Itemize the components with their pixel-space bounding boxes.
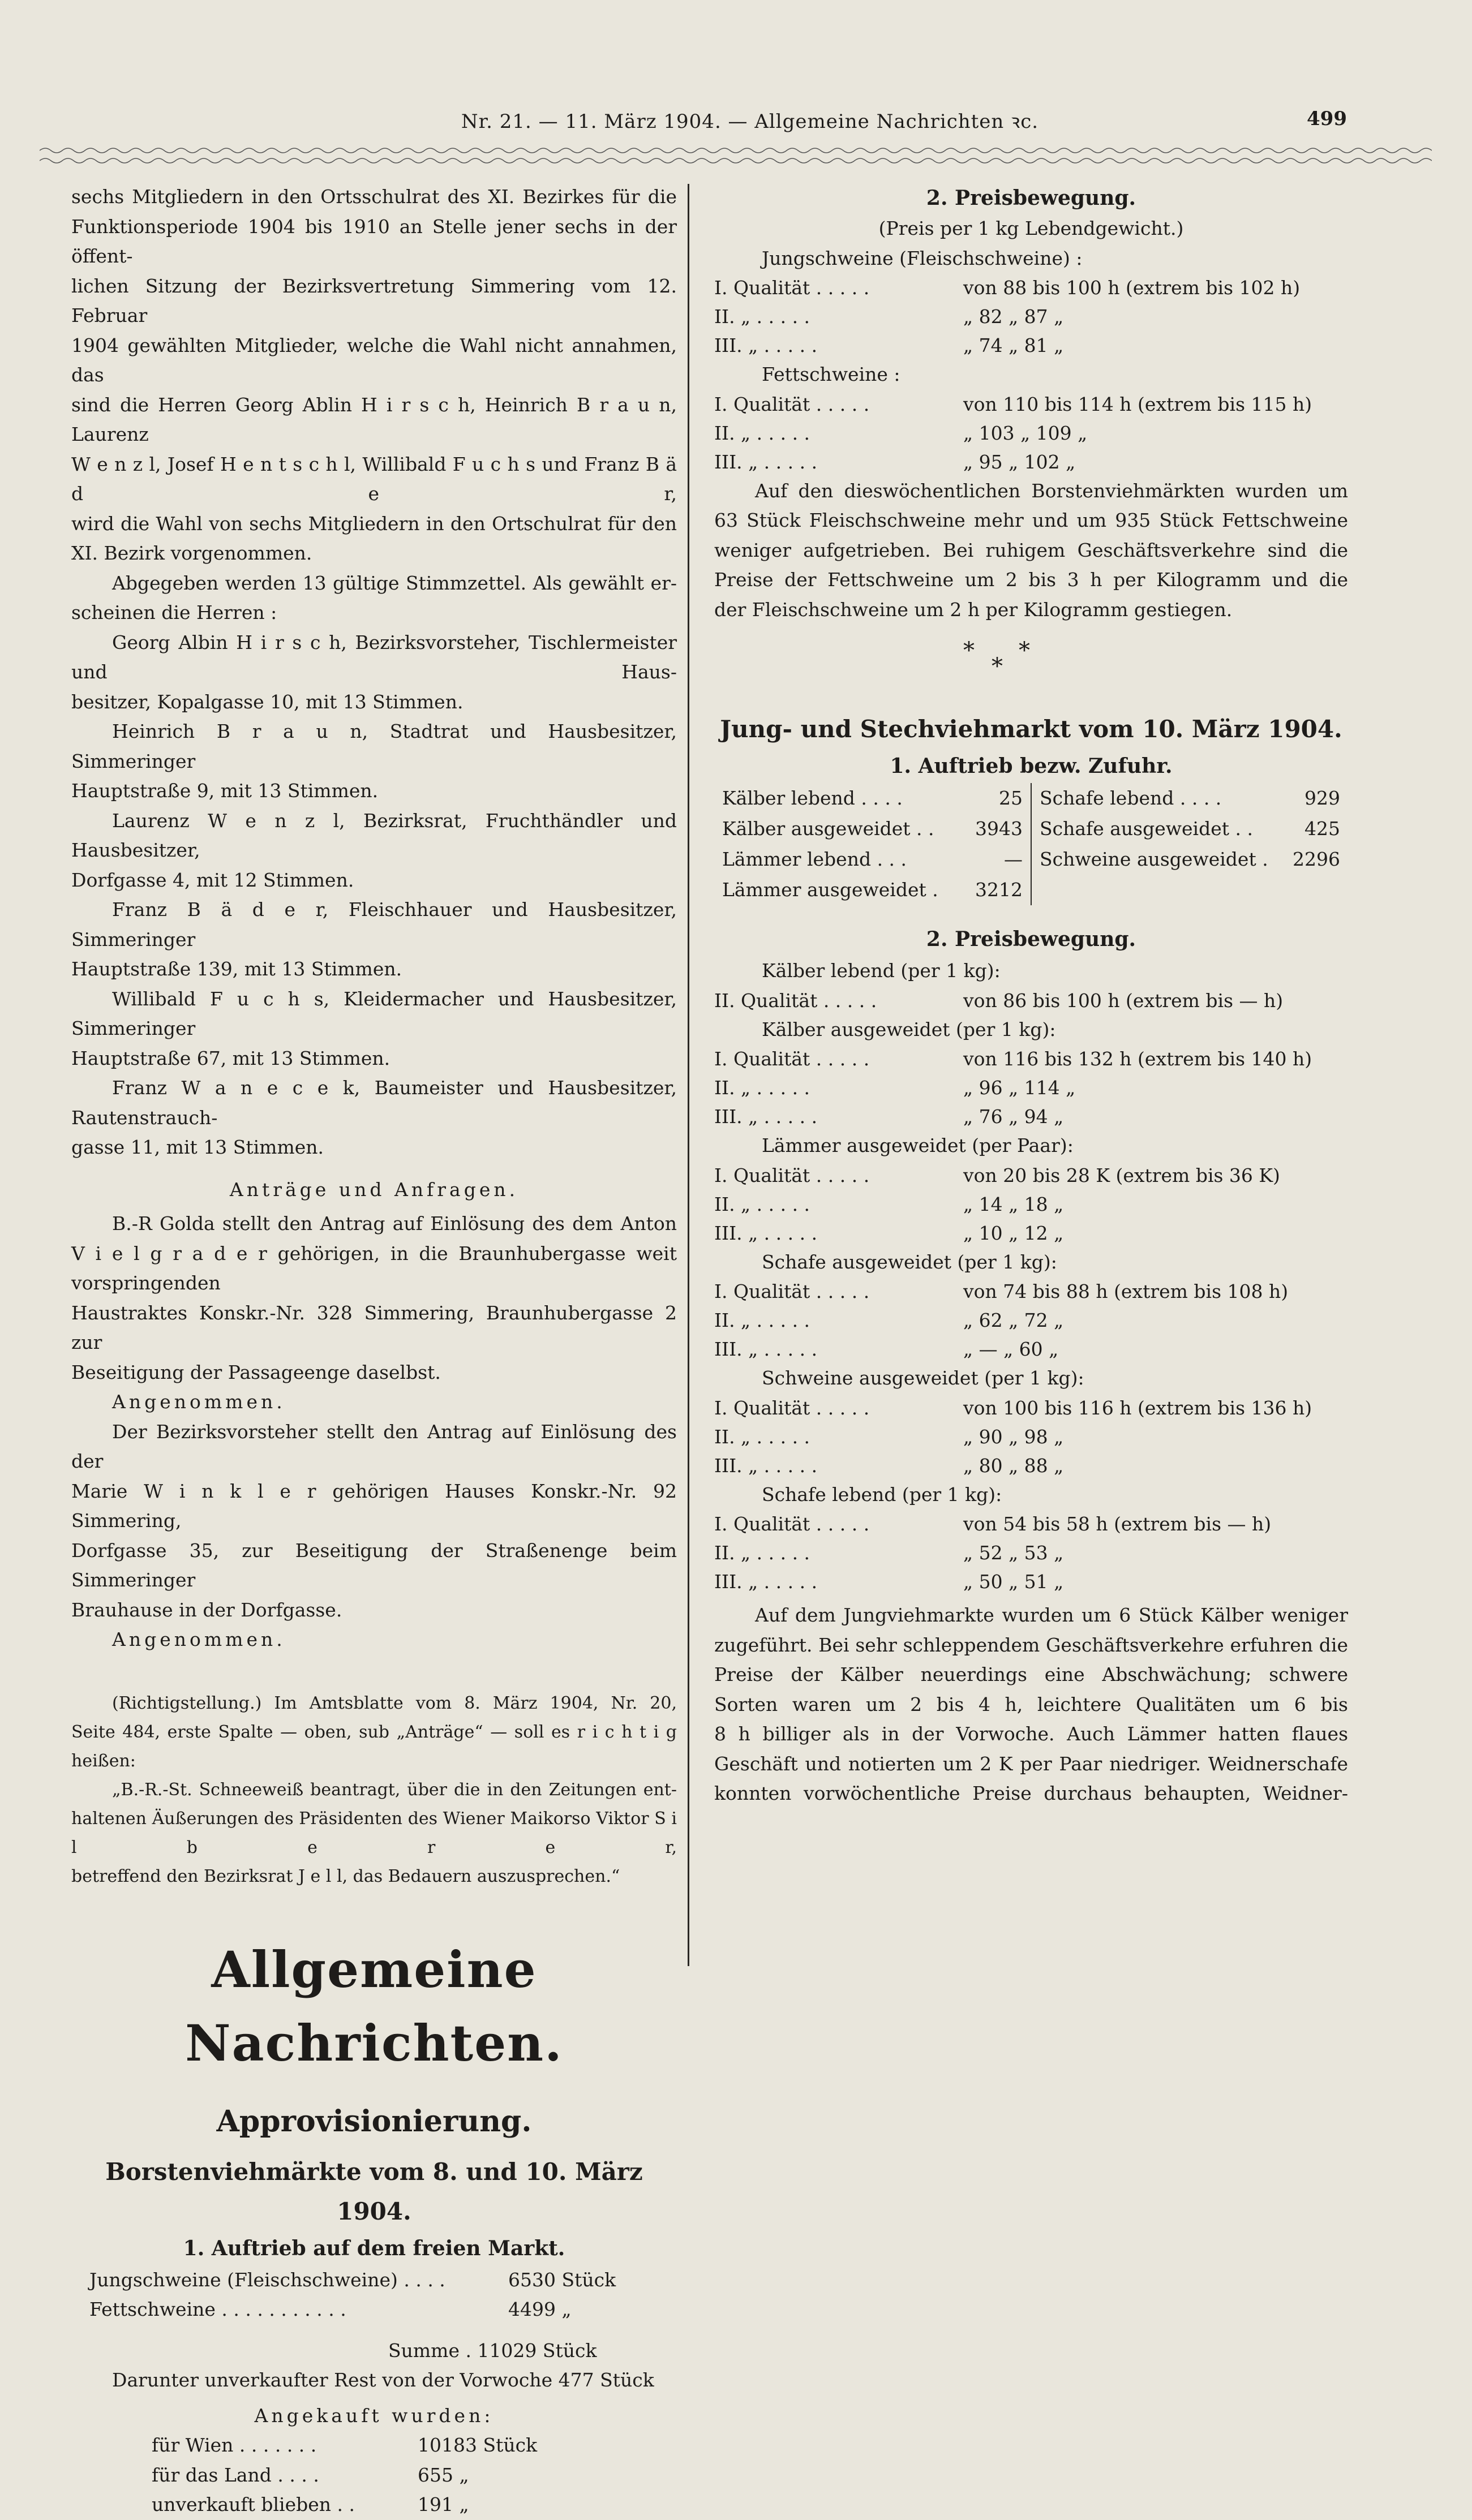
price-range: von 88 bis 100 h (extrem bis 102 h): [963, 277, 1301, 299]
table-row: [714, 448, 1312, 476]
text-line: Beseitigung der Passageenge daselbst.: [71, 1361, 441, 1383]
text-line: 1904 gewählten Mitglieder, welche die Wahl nicht annahmen, das: [71, 334, 677, 386]
text-line: Dorfgasse 4, mit 12 Stimmen.: [71, 868, 354, 891]
jungvieh-summary: [714, 1601, 1348, 1809]
antraege-heading: Anträge und Anfragen.: [229, 1178, 519, 1201]
jungvieh-auftrieb-table: [714, 783, 1348, 905]
group-label: Schafe ausgeweidet (per 1 kg):: [762, 1250, 1057, 1273]
row-value: 10183 Stück: [418, 2434, 538, 2456]
row-label: Schafe lebend . . . .: [1040, 787, 1222, 809]
text-line: Hauptstraße 67, mit 13 Stimmen.: [71, 1047, 390, 1069]
summe-line: Summe . 11029 Stück: [388, 2339, 597, 2362]
auftrieb-table: [89, 2265, 616, 2325]
text-line: B.-R Golda stellt den Antrag auf Einlösung des dem Anton: [112, 1212, 677, 1235]
auftrieb-right-half: [1032, 783, 1348, 905]
quality-label: II. „ . . . . .: [714, 306, 810, 328]
price-range: „ 95 „ 102 „: [963, 450, 1076, 473]
row-value: 929: [1304, 787, 1340, 809]
column-divider: [688, 184, 689, 1966]
text-line: V i e l g r a d e r gehörigen, in die Braunhubergasse weit vorspringenden: [71, 1242, 677, 1294]
price-range: „ 103 „ 109 „: [963, 422, 1088, 444]
preis-subheading: (Preis per 1 kg Lebendgewicht.): [878, 217, 1184, 239]
text-line: 8 h billiger als in der Vorwoche. Auch Lämmer hatten flaues: [714, 1723, 1348, 1745]
section-separator-stars: [714, 625, 1348, 687]
quality-label: III. „ . . . . .: [714, 1454, 818, 1477]
jungvieh-market-heading: Jung- und Stechviehmarkt vom 10. März 1904.: [720, 715, 1342, 743]
quality-label: I. Qualität . . . . .: [714, 1513, 870, 1535]
table-row: [89, 2265, 616, 2295]
quality-label: I. Qualität . . . . .: [714, 393, 870, 415]
text-line: sind die Herren Georg Ablin H i r s c h, Heinrich B r a u n, Laurenz: [71, 393, 677, 445]
quality-label: II. „ . . . . .: [714, 1077, 810, 1099]
row-label: Kälber lebend . . . .: [722, 787, 903, 809]
table-row: [714, 844, 1031, 875]
table-row: [714, 1394, 1312, 1422]
price-range: von 110 bis 114 h (extrem bis 115 h): [963, 393, 1312, 415]
table-row: [714, 1219, 1280, 1248]
price-range: „ 76 „ 94 „: [963, 1106, 1064, 1128]
text-line: Seite 484, erste Spalte — oben, sub „Anträge“ — soll es r i c h t i g heißen:: [71, 1722, 677, 1771]
table-row: [714, 1190, 1280, 1219]
group-label: Kälber ausgeweidet (per 1 kg):: [762, 1018, 1056, 1040]
header-rule-wavy-2: [40, 156, 1432, 165]
table-row: [714, 1073, 1312, 1102]
market-heading: Borstenviehmärkte vom 8. und 10. März 1904.: [105, 2157, 643, 2225]
text-line: konnten vorwöchentliche Preise durchaus behaupten, Weidner-: [714, 1782, 1348, 1804]
price-table: [714, 1044, 1312, 1131]
quality-label: III. „ . . . . .: [714, 1338, 818, 1360]
table-row: [714, 390, 1312, 419]
text-line: Sorten waren um 2 bis 4 h, leichtere Qualitäten um 6 bis: [714, 1693, 1348, 1715]
table-row: [714, 1538, 1271, 1567]
text-line: wird die Wahl von sechs Mitgliedern in den Ortschulrat für den: [71, 512, 677, 535]
row-value: 191 „: [418, 2493, 469, 2515]
price-range: „ 62 „ 72 „: [963, 1309, 1064, 1331]
text-line: 63 Stück Fleischschweine mehr und um 935 Stück Fettschweine: [714, 509, 1348, 531]
group-label: Kälber lebend (per 1 kg):: [762, 960, 1001, 982]
row-value: —: [1004, 848, 1023, 870]
row-label: unverkauft blieben . .: [152, 2493, 355, 2515]
text-line: scheinen die Herren :: [71, 601, 277, 623]
quality-label: II. „ . . . . .: [714, 1542, 810, 1564]
table-row: [714, 331, 1300, 360]
quality-label: I. Qualität . . . . .: [714, 1280, 870, 1302]
auftrieb-heading: 1. Auftrieb auf dem freien Markt.: [183, 2236, 565, 2260]
text-line: Brauhause in der Dorfgasse.: [71, 1598, 342, 1621]
rest-line: Darunter unverkaufter Rest von der Vorwoche 477 Stück: [112, 2369, 654, 2391]
table-row: [714, 302, 1300, 331]
price-range: „ 90 „ 98 „: [963, 1425, 1064, 1448]
borstenvieh-summary: [714, 476, 1348, 625]
preisbewegung-heading: 2. Preisbewegung.: [926, 186, 1136, 210]
quality-label: II. „ . . . . .: [714, 1193, 810, 1215]
section-title-allgemeine-nachrichten: Allgemeine Nachrichten.: [185, 1940, 563, 2072]
jungschweine-table: [714, 273, 1300, 360]
row-label: Fettschweine . . . . . . . . . . .: [89, 2298, 346, 2320]
price-range: von 100 bis 116 h (extrem bis 136 h): [963, 1396, 1312, 1419]
text-line: „B.-R.-St. Schneeweiß beantragt, über die in den Zeitungen ent-: [112, 1779, 677, 1800]
table-row: [1032, 844, 1348, 875]
table-row: [152, 2431, 537, 2461]
quality-label: II. „ . . . . .: [714, 1309, 810, 1331]
price-group-kaelber-lebend: [714, 956, 1348, 1015]
votes-paragraph: [71, 569, 677, 1163]
price-table: [714, 1277, 1288, 1364]
text-line: Geschäft und notierten um 2 K per Paar niedriger. Weidnerschafe: [714, 1752, 1348, 1775]
table-row: [714, 419, 1312, 448]
row-label: Jungschweine (Fleischschweine) . . . .: [89, 2268, 445, 2291]
row-value: 25: [999, 787, 1023, 809]
intro-paragraph: [71, 182, 677, 569]
quality-label: I. Qualität . . . . .: [714, 277, 870, 299]
text-line: Heinrich B r a u n, Stadtrat und Hausbesitzer, Simmeringer: [71, 720, 677, 772]
text-line: sechs Mitgliedern in den Ortsschulrat des XI. Bezirkes für die: [71, 186, 677, 208]
auftrieb-left-half: [714, 783, 1032, 905]
row-value: 425: [1304, 818, 1340, 840]
row-value: 3212: [975, 879, 1023, 901]
text-line: lichen Sitzung der Bezirksvertretung Simmering vom 12. Februar: [71, 274, 677, 326]
text-line: Preise der Fettschweine um 2 bis 3 h per Kilogramm und die: [714, 569, 1348, 591]
table-row: [152, 2490, 537, 2520]
price-group-schweine-ausgeweidet: [714, 1364, 1348, 1480]
row-label: Lämmer ausgeweidet .: [722, 879, 938, 901]
antrag-2: [71, 1417, 677, 1655]
row-label: für Wien . . . . . . .: [152, 2434, 317, 2456]
row-value: 2296: [1293, 848, 1340, 870]
price-range: „ 74 „ 81 „: [963, 334, 1064, 356]
preisbewegung-2-heading: 2. Preisbewegung.: [926, 927, 1136, 951]
table-row: [714, 1161, 1280, 1190]
price-table: [714, 1394, 1312, 1480]
row-label: Kälber ausgeweidet . .: [722, 818, 934, 840]
price-table: [714, 1510, 1271, 1596]
price-table: [714, 1161, 1280, 1248]
text-line: betreffend den Bezirksrat J e l l, das Bedauern auszusprechen.“: [71, 1866, 620, 1886]
text-line: Auf den dieswöchentlichen Borstenviehmärkten wurden um: [755, 479, 1348, 502]
price-group-schafe-ausgeweidet: [714, 1248, 1348, 1364]
price-range: „ 96 „ 114 „: [963, 1077, 1076, 1099]
row-value: 3943: [975, 818, 1023, 840]
row-label: Lämmer lebend . . .: [722, 848, 907, 870]
quality-label: II. „ . . . . .: [714, 1425, 810, 1448]
table-row: [89, 2295, 616, 2325]
quality-label: III. „ . . . . .: [714, 334, 818, 356]
running-title: Nr. 21. — 11. März 1904. — Allgemeine Nachrichten ꝛc.: [461, 110, 1039, 133]
price-group-kaelber-ausgeweidet: [714, 1015, 1348, 1132]
star-mark: *: [963, 638, 975, 664]
left-column: [71, 182, 677, 2520]
quality-label: III. „ . . . . .: [714, 1106, 818, 1128]
text-line: Hauptstraße 139, mit 13 Stimmen.: [71, 958, 402, 980]
table-row: [714, 1277, 1288, 1306]
price-range: von 54 bis 58 h (extrem bis — h): [963, 1513, 1272, 1535]
price-group-laemmer-ausgeweidet: [714, 1131, 1348, 1248]
fettschweine-table: [714, 390, 1312, 476]
table-row: [714, 986, 1283, 1015]
text-line: XI. Bezirk vorgenommen.: [71, 542, 312, 564]
angenommen-note: Angenommen.: [112, 1628, 286, 1650]
subsection-title-approvisionierung: Approvisionierung.: [216, 2104, 532, 2139]
table-row: [714, 1510, 1271, 1538]
text-line: Hauptstraße 9, mit 13 Stimmen.: [71, 780, 379, 802]
text-line: Funktionsperiode 1904 bis 1910 an Stelle jener sechs in der öffent-: [71, 215, 677, 267]
row-label: Schweine ausgeweidet .: [1040, 848, 1268, 870]
text-line: W e n z l, Josef H e n t s c h l, Willibald F u c h s und Franz B ä d e r,: [71, 453, 677, 505]
text-line: (Richtigstellung.) Im Amtsblatte vom 8. März 1904, Nr. 20,: [112, 1693, 677, 1713]
angekauft-table: [152, 2431, 537, 2520]
text-line: Der Bezirksvorsteher stellt den Antrag auf Einlösung des der: [71, 1420, 677, 1472]
text-line: besitzer, Kopalgasse 10, mit 13 Stimmen.: [71, 690, 464, 713]
right-column: [714, 182, 1348, 1809]
angekauft-heading: Angekauft wurden:: [254, 2404, 494, 2427]
text-line: Franz B ä d e r, Fleischhauer und Hausbesitzer, Simmeringer: [71, 898, 677, 951]
price-range: „ 82 „ 87 „: [963, 306, 1064, 328]
table-row: [714, 783, 1031, 814]
table-row: [714, 1451, 1312, 1480]
text-line: haltenen Äußerungen des Präsidenten des Wiener Maikorso Viktor S i l b e r e r,: [71, 1808, 677, 1857]
fettschweine-label: Fettschweine :: [762, 363, 900, 385]
quality-label: III. „ . . . . .: [714, 1222, 818, 1244]
price-range: von 86 bis 100 h (extrem bis — h): [963, 989, 1284, 1012]
star-mark: *: [1019, 638, 1030, 664]
table-row: [714, 1044, 1312, 1073]
price-range: „ 10 „ 12 „: [963, 1222, 1064, 1244]
table-row: [714, 814, 1031, 844]
price-range: „ 80 „ 88 „: [963, 1454, 1064, 1477]
price-range: „ 50 „ 51 „: [963, 1571, 1064, 1593]
table-row: [714, 1335, 1288, 1364]
price-group-schafe-lebend: [714, 1480, 1348, 1597]
group-label: Lämmer ausgeweidet (per Paar):: [762, 1134, 1074, 1156]
table-row: [714, 1306, 1288, 1335]
richtigstellung-paragraph: [71, 1689, 677, 1891]
text-line: Willibald F u c h s, Kleidermacher und Hausbesitzer, Simmeringer: [71, 987, 677, 1039]
text-line: Marie W i n k l e r gehörigen Hauses Konskr.-Nr. 92 Simmering,: [71, 1480, 677, 1532]
text-line: weniger aufgetrieben. Bei ruhigem Geschäftsverkehre sind die: [714, 539, 1348, 561]
page-number: 499: [1307, 107, 1347, 130]
group-label: Schweine ausgeweidet (per 1 kg):: [762, 1367, 1084, 1389]
quality-label: II. „ . . . . .: [714, 422, 810, 444]
table-row: [714, 273, 1300, 302]
text-line: Abgegeben werden 13 gültige Stimmzettel. Als gewählt er-: [112, 571, 677, 594]
text-line: Georg Albin H i r s c h, Bezirksvorsteher, Tischlermeister und Haus-: [71, 631, 677, 683]
row-value: 4499 „: [508, 2298, 572, 2320]
price-range: von 20 bis 28 K (extrem bis 36 K): [963, 1164, 1280, 1186]
row-label: für das Land . . . .: [152, 2463, 319, 2486]
table-row: [1032, 783, 1348, 814]
price-range: „ 52 „ 53 „: [963, 1542, 1064, 1564]
table-row: [1032, 814, 1348, 844]
quality-label: II. Qualität . . . . .: [714, 989, 877, 1012]
price-range: „ — „ 60 „: [963, 1338, 1059, 1360]
text-line: Auf dem Jungviehmarkte wurden um 6 Stück Kälber weniger: [755, 1604, 1348, 1626]
quality-label: I. Qualität . . . . .: [714, 1396, 870, 1419]
group-label: Schafe lebend (per 1 kg):: [762, 1483, 1002, 1506]
table-row: [714, 1422, 1312, 1451]
text-line: der Fleischschweine um 2 h per Kilogramm gestiegen.: [714, 598, 1233, 621]
row-value: 655 „: [418, 2463, 469, 2486]
angenommen-note: Angenommen.: [112, 1391, 286, 1413]
star-mark: *: [992, 653, 1003, 680]
text-line: Preise der Kälber neuerdings eine Abschwächung; schwere: [714, 1663, 1348, 1685]
jungvieh-auftrieb-heading: 1. Auftrieb bezw. Zufuhr.: [890, 754, 1173, 778]
price-range: „ 14 „ 18 „: [963, 1193, 1064, 1215]
table-row: [714, 1102, 1312, 1131]
quality-label: I. Qualität . . . . .: [714, 1164, 870, 1186]
jungschweine-label: Jungschweine (Fleischschweine) :: [762, 247, 1083, 269]
text-line: zugeführt. Bei sehr schleppendem Geschäftsverkehre erfuhren die: [714, 1633, 1348, 1656]
table-row: [714, 875, 1031, 905]
text-line: gasse 11, mit 13 Stimmen.: [71, 1136, 324, 1158]
row-value: 6530 Stück: [508, 2268, 616, 2291]
row-label: Schafe ausgeweidet . .: [1040, 818, 1253, 840]
price-range: von 116 bis 132 h (extrem bis 140 h): [963, 1048, 1312, 1070]
header-rule-wavy: [40, 146, 1432, 155]
price-range: von 74 bis 88 h (extrem bis 108 h): [963, 1280, 1289, 1302]
price-table: [714, 986, 1283, 1015]
table-row: [152, 2461, 537, 2491]
text-line: Dorfgasse 35, zur Beseitigung der Straßenenge beim Simmeringer: [71, 1539, 677, 1591]
text-line: Laurenz W e n z l, Bezirksrat, Fruchthändler und Hausbesitzer,: [71, 809, 677, 861]
antrag-1: [71, 1209, 677, 1417]
quality-label: III. „ . . . . .: [714, 450, 818, 473]
quality-label: I. Qualität . . . . .: [714, 1048, 870, 1070]
text-line: Haustraktes Konskr.-Nr. 328 Simmering, Braunhubergasse 2 zur: [71, 1301, 677, 1353]
text-line: Franz W a n e c e k, Baumeister und Hausbesitzer, Rautenstrauch-: [71, 1077, 677, 1129]
table-row: [714, 1567, 1271, 1596]
quality-label: III. „ . . . . .: [714, 1571, 818, 1593]
page-header: [113, 107, 1347, 141]
